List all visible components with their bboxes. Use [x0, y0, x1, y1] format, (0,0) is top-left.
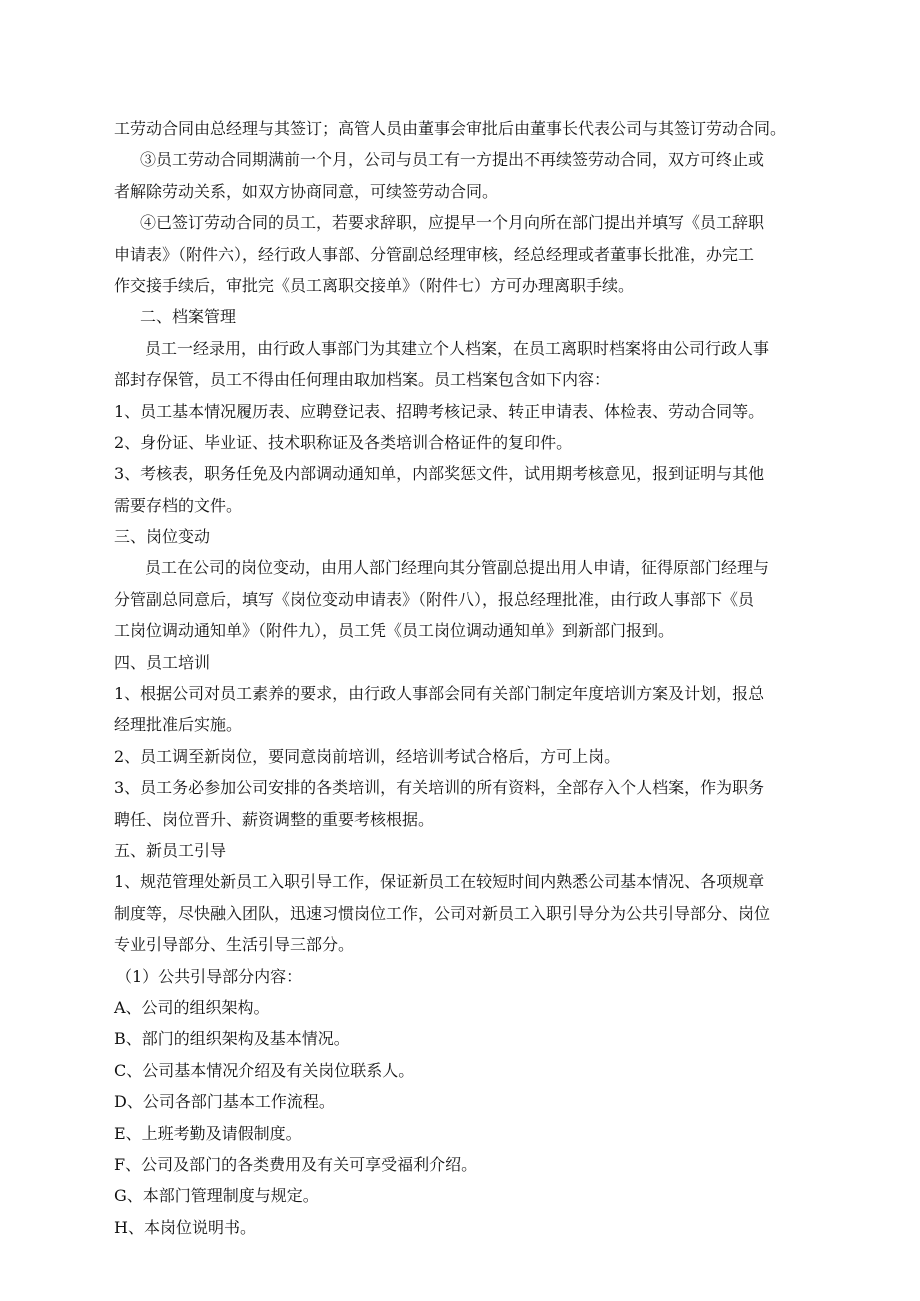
list-item: 1、员工基本情况履历表、应聘登记表、招聘考核记录、转正申请表、体检表、劳动合同等。 — [114, 401, 765, 421]
section-heading: 五、新员工引导 — [114, 840, 227, 860]
document-body — [114, 113, 834, 1243]
text-line: 作交接手续后，审批完《员工离职交接单》（附件七）方可办理离职手续。 — [114, 275, 635, 295]
text-line: 制度等，尽快融入团队，迅速习惯岗位工作，公司对新员工入职引导分为公共引导部分、岗位 — [114, 903, 771, 923]
list-item: F、公司及部门的各类费用及有关可享受福利介绍。 — [114, 1154, 478, 1174]
text-line: 者解除劳动关系，如双方协商同意，可续签劳动合同。 — [114, 181, 499, 201]
text-line: 工岗位调动通知单》（附件九），员工凭《员工岗位调动通知单》到新部门报到。 — [114, 621, 675, 641]
text-line: 经理批准后实施。 — [114, 715, 243, 735]
text-line: 部封存保管，员工不得由任何理由取加档案。员工档案包含如下内容： — [114, 370, 611, 390]
subsection-heading: （1）公共引导部分内容： — [116, 966, 303, 986]
text-line: 需要存档的文件。 — [114, 495, 243, 515]
text-line: 专业引导部分、生活引导三部分。 — [114, 935, 355, 955]
text-line: ③员工劳动合同期满前一个月，公司与员工有一方提出不再续签劳动合同，双方可终止或 — [140, 150, 765, 170]
text-line: 聘任、岗位晋升、薪资调整的重要考核根据。 — [114, 809, 435, 829]
text-line: 申请表》（附件六），经行政人事部、分管副总经理审核，经总经理或者董事长批准，办完工 — [114, 244, 755, 264]
list-item: D、公司各部门基本工作流程。 — [114, 1092, 335, 1112]
text-line: ④已签订劳动合同的员工，若要求辞职，应提早一个月向所在部门提出并填写《员工辞职 — [140, 213, 765, 233]
list-item: B、部门的组织架构及基本情况。 — [114, 1029, 350, 1049]
list-item: 1、规范管理处新员工入职引导工作，保证新员工在较短时间内熟悉公司基本情况、各项规章 — [114, 872, 765, 892]
text-line: 工劳动合同由总经理与其签订；高管人员由董事会审批后由董事长代表公司与其签订劳动合同。 — [114, 119, 787, 138]
list-item: 3、员工务必参加公司安排的各类培训，有关培训的所有资料，全部存入个人档案，作为职务 — [114, 778, 765, 798]
list-item: E、上班考勤及请假制度。 — [114, 1123, 302, 1143]
list-item: A、公司的组织架构。 — [114, 997, 270, 1017]
section-heading: 三、岗位变动 — [114, 527, 211, 547]
list-item: H、本岗位说明书。 — [114, 1217, 256, 1237]
text-line: 分管副总同意后，填写《岗位变动申请表》（附件八），报总经理批准，由行政人事部下《员 — [114, 589, 755, 609]
section-heading: 四、员工培训 — [114, 652, 211, 672]
list-item: G、本部门管理制度与规定。 — [114, 1186, 319, 1206]
text-line: 员工在公司的岗位变动，由用人部门经理向其分管副总提出用人申请，征得原部门经理与 — [145, 558, 770, 578]
list-item: 3、考核表，职务任免及内部调动通知单，内部奖惩文件，试用期考核意见，报到证明与其他 — [114, 464, 765, 484]
list-item: C、公司基本情况介绍及有关岗位联系人。 — [114, 1060, 415, 1080]
text-line: 员工一经录用，由行政人事部门为其建立个人档案，在员工离职时档案将由公司行政人事 — [145, 338, 770, 358]
list-item: 1、根据公司对员工素养的要求，由行政人事部会同有关部门制定年度培训方案及计划，报总 — [114, 684, 765, 704]
list-item: 2、身份证、毕业证、技术职称证及各类培训合格证件的复印件。 — [114, 432, 573, 452]
list-item: 2、员工调至新岗位，要同意岗前培训，经培训考试合格后，方可上岗。 — [114, 746, 621, 766]
section-heading: 二、档案管理 — [140, 307, 237, 327]
